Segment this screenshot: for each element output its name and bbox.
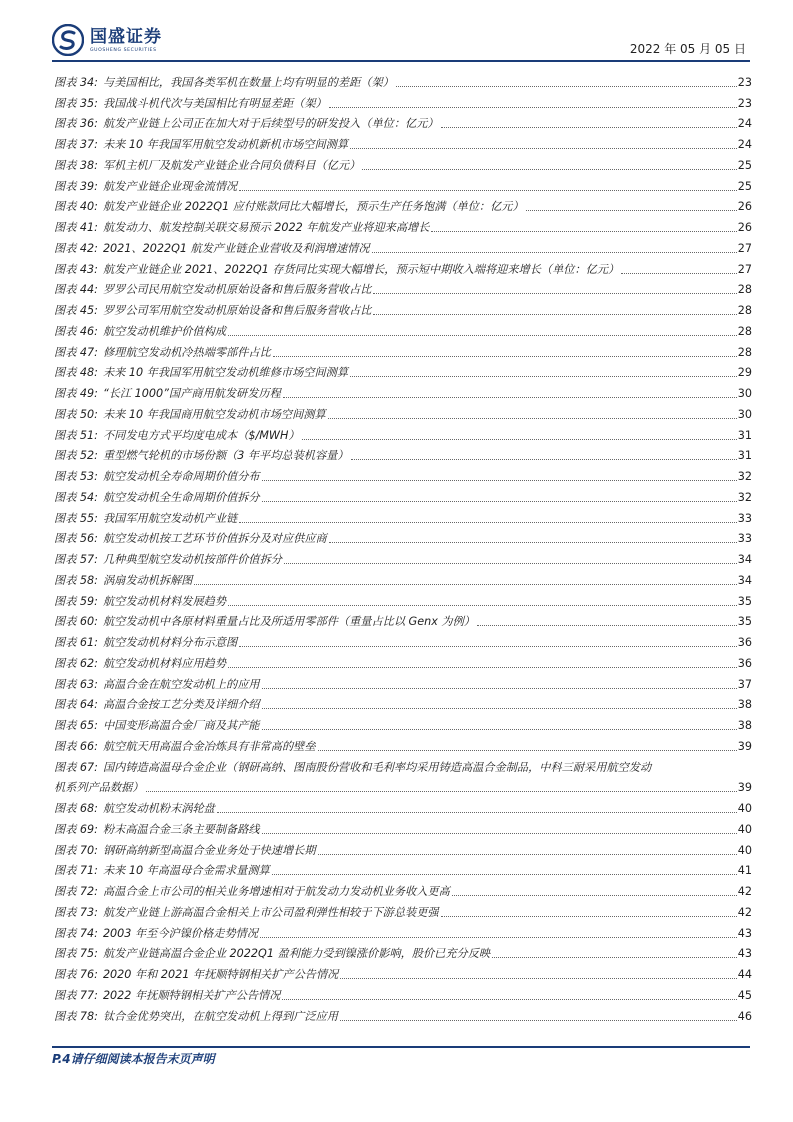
toc-item-page: 33 (737, 532, 752, 546)
toc-item[interactable] (54, 484, 752, 505)
toc-item-page: 38 (737, 719, 752, 732)
toc-item[interactable] (54, 692, 752, 713)
toc-item[interactable] (54, 505, 752, 526)
toc-item-title: 国内铸造高温母合金企业（钢研高纳、图南股份营收和毛利率均采用铸造高温合金制品，中科三耐采用航空发动 (102, 760, 652, 774)
toc-item[interactable] (54, 69, 752, 90)
toc-item-title: 航发产业链企业现金流情况 (102, 179, 238, 193)
toc-item[interactable] (54, 671, 752, 692)
toc-item-title: “长江 1000”国产商用航发研发历程 (102, 387, 281, 400)
toc-item-label: 图表 65: (54, 719, 98, 732)
toc-item-page: 25 (737, 158, 752, 172)
toc-item-title: 航空发动机材料应用趋势 (102, 656, 227, 670)
toc-item-page: 27 (737, 241, 752, 255)
toc-item[interactable] (54, 277, 752, 298)
toc-item[interactable] (54, 318, 752, 339)
toc-item-page: 27 (737, 262, 752, 276)
toc-item-title: 航发动力、航发控制关联交易预示 2022 年航发产业将迎来高增长 (102, 221, 430, 234)
toc-item-page: 38 (737, 698, 752, 712)
toc-item-title: 2003 年至今沪镍价格走势情况 (102, 926, 259, 940)
toc-item[interactable] (54, 629, 752, 650)
toc-dot-leader (350, 148, 737, 149)
toc-item[interactable] (54, 339, 752, 360)
toc-item-label: 图表 36: (54, 117, 98, 131)
toc-item-page: 26 (737, 221, 752, 234)
company-name-en: GUOSHENG SECURITIES (90, 47, 157, 53)
toc-item-page: 39 (737, 739, 752, 753)
toc-item-page: 26 (737, 200, 752, 214)
toc-item-title: 未来 10 年我国军用航空发动机新机市场空间测算 (102, 138, 349, 151)
toc-item-page: 32 (737, 490, 752, 504)
report-date: 2022 年 05 月 05 日 (629, 42, 746, 56)
toc-item-title: 罗罗公司军用航空发动机原始设备和售后服务营收占比 (102, 304, 372, 317)
toc-item-title: 航空发动机维护价值构成 (102, 324, 227, 338)
toc-item-page: 33 (737, 511, 752, 525)
toc-item-title: 钢研高纳新型高温合金业务处于快速增长期 (102, 843, 316, 857)
toc-dot-leader (262, 833, 737, 834)
toc-item-title: 航发产业链企业 2022Q1 应付账款同比大幅增长，预示生产任务饱满（单位：亿元） (102, 200, 524, 214)
toc-item-page: 35 (737, 615, 752, 629)
toc-item-title: 航空发动机材料分布示意图 (102, 636, 238, 649)
toc-item-label: 图表 56: (54, 532, 98, 546)
toc-item-page: 40 (737, 802, 752, 815)
toc-item-page: 31 (737, 449, 752, 463)
toc-dot-leader (329, 107, 737, 108)
toc-item-label: 图表 66: (54, 739, 98, 753)
toc-item[interactable] (54, 526, 752, 547)
toc-dot-leader (302, 439, 737, 440)
toc-item-page: 34 (737, 553, 752, 566)
toc-dot-leader (328, 418, 737, 419)
toc-item-title: 罗罗公司民用航空发动机原始设备和售后服务营收占比 (102, 283, 372, 297)
toc-item-label: 图表 64: (54, 698, 98, 712)
toc-item-title: 2022 年抚顺特钢相关扩产公告情况 (102, 988, 281, 1002)
toc-item-label: 图表 37: (54, 138, 98, 151)
toc-item[interactable] (54, 360, 752, 381)
toc-item-label: 图表 51: (54, 428, 98, 442)
toc-item[interactable] (54, 920, 752, 941)
toc-item-page: 31 (737, 428, 752, 442)
toc-item-label: 图表 72: (54, 885, 98, 898)
toc-item-label: 图表 40: (54, 200, 98, 214)
toc-item-page: 30 (737, 407, 752, 421)
toc-item-title: 高温合金按工艺分类及详细介绍 (102, 698, 260, 712)
toc-dot-leader (284, 563, 737, 564)
toc-item-page: 28 (737, 304, 752, 317)
toc-item[interactable] (54, 194, 752, 215)
toc-dot-leader (329, 542, 737, 543)
toc-item-page: 30 (737, 387, 752, 400)
toc-dot-leader (318, 854, 737, 855)
toc-item-label: 图表 77: (54, 988, 98, 1002)
toc-item-title: 航发产业链企业 2021、2022Q1 存货同比实现大幅增长，预示短中期收入端将迎来增长（单位：亿元） (102, 262, 620, 276)
toc-item-title: 航空发动机按工艺环节价值拆分及对应供应商 (102, 532, 327, 546)
toc-item-page: 28 (737, 283, 752, 297)
toc-item-page: 23 (737, 75, 752, 89)
toc-item[interactable] (54, 858, 752, 879)
page-header (52, 22, 752, 62)
toc-item-page: 24 (737, 117, 752, 131)
toc-dot-leader (239, 190, 737, 191)
toc-item[interactable] (54, 816, 752, 837)
toc-item[interactable] (54, 90, 752, 111)
footer-divider (52, 1046, 750, 1048)
toc-item-label: 图表 70: (54, 843, 98, 857)
toc-item-title: 粉末高温合金三条主要制备路线 (102, 822, 260, 836)
toc-item-label: 图表 58: (54, 573, 98, 587)
toc-dot-leader (441, 127, 737, 128)
toc-item[interactable] (54, 380, 752, 401)
toc-item-page: 23 (737, 96, 752, 110)
toc-dot-leader (492, 957, 737, 958)
toc-item-page: 36 (737, 656, 752, 670)
toc-item-label: 图表 46: (54, 324, 98, 338)
toc-item[interactable] (54, 567, 752, 588)
toc-dot-leader (373, 314, 736, 315)
toc-item-title: 航空发动机全寿命周期价值分布 (102, 470, 260, 483)
toc-item-label: 图表 71: (54, 864, 98, 878)
toc-dot-leader (282, 999, 736, 1000)
toc-item-title: 航空发动机全生命周期价值拆分 (102, 490, 260, 504)
toc-item-title: 军机主机厂及航发产业链企业合同负债科目（亿元） (102, 158, 361, 172)
toc-item-title: 航发产业链上游高温合金相关上市公司盈利弹性相较于下游总装更强 (102, 905, 439, 919)
toc-dot-leader (396, 86, 737, 87)
toc-dot-leader (239, 646, 737, 647)
toc-item-title: 与美国相比，我国各类军机在数量上均有明显的差距（架） (102, 75, 394, 89)
toc-dot-leader (146, 791, 737, 792)
toc-dot-leader (373, 293, 736, 294)
toc-dot-leader (272, 874, 737, 875)
toc-item[interactable] (54, 546, 752, 567)
toc-dot-leader (228, 335, 737, 336)
toc-item[interactable] (54, 837, 752, 858)
toc-item[interactable] (54, 588, 752, 609)
toc-item-page: 36 (737, 636, 752, 649)
toc-item-label: 图表 68: (54, 802, 98, 815)
toc-item-label: 图表 39: (54, 179, 98, 193)
toc-dot-leader (262, 708, 737, 709)
toc-item[interactable] (54, 214, 752, 235)
toc-item-title: 未来 10 年我国军用航空发动机维修市场空间测算 (102, 366, 349, 380)
toc-item-page: 41 (737, 864, 752, 878)
toc-item-title: 高温合金上市公司的相关业务增速相对于航发动力发动机业务收入更高 (102, 885, 450, 898)
toc-item-label: 图表 42: (54, 241, 98, 255)
toc-item[interactable] (54, 256, 752, 277)
toc-item-page: 40 (737, 843, 752, 857)
toc-item-page: 35 (737, 594, 752, 608)
toc-item-title: 未来 10 年我国商用航空发动机市场空间测算 (102, 407, 326, 421)
toc-item-label: 图表 43: (54, 262, 98, 276)
toc-item-label: 图表 35: (54, 96, 98, 110)
toc-item-label: 图表 60: (54, 615, 98, 629)
toc-item-label: 图表 78: (54, 1009, 98, 1023)
toc-item[interactable] (54, 152, 752, 173)
toc-dot-leader (194, 584, 736, 585)
toc-dot-leader (452, 895, 737, 896)
toc-item-label: 图表 41: (54, 221, 98, 234)
toc-item-title: 涡扇发动机拆解图 (102, 573, 193, 587)
toc-item-label: 图表 67: (54, 760, 98, 774)
toc-item-page: 43 (737, 926, 752, 940)
toc-item-page: 40 (737, 822, 752, 836)
toc-item-page: 45 (737, 988, 752, 1002)
toc-dot-leader (262, 480, 737, 481)
toc-item[interactable] (54, 173, 752, 194)
toc-item-label: 图表 34: (54, 75, 98, 89)
toc-item[interactable] (54, 131, 752, 152)
toc-item-label: 图表 49: (54, 387, 98, 400)
toc-item[interactable] (54, 463, 752, 484)
toc-item-title: 高温合金在航空发动机上的应用 (102, 677, 260, 691)
toc-dot-leader (228, 605, 737, 606)
figure-index-list (54, 69, 752, 1024)
toc-item[interactable] (54, 650, 752, 671)
toc-item[interactable] (54, 111, 752, 132)
toc-item-title: 航空发动机粉末涡轮盘 (102, 802, 215, 815)
toc-item[interactable] (54, 982, 752, 1003)
toc-item-label: 图表 45: (54, 304, 98, 317)
toc-item-label: 图表 44: (54, 283, 98, 297)
toc-item[interactable] (54, 609, 752, 630)
toc-item-page: 43 (737, 947, 752, 961)
toc-item-label: 图表 73: (54, 905, 98, 919)
toc-item-title: 航空发动机中各原材料重量占比及所适用零部件（重量占比以 Genx 为例） (102, 615, 475, 629)
toc-item-page: 24 (737, 138, 752, 151)
toc-item[interactable] (54, 733, 752, 754)
toc-item[interactable] (54, 878, 752, 899)
toc-dot-leader (262, 729, 737, 730)
toc-item-page: 44 (737, 968, 752, 981)
toc-item-title: 钛合金优势突出，在航空发动机上得到广泛应用 (102, 1009, 338, 1023)
toc-dot-leader (217, 812, 737, 813)
toc-dot-leader (262, 688, 737, 689)
toc-item[interactable] (54, 795, 752, 816)
toc-dot-leader (340, 978, 736, 979)
toc-item[interactable] (54, 422, 752, 443)
toc-item-label: 图表 53: (54, 470, 98, 483)
toc-dot-leader (350, 376, 737, 377)
logo-text (90, 27, 162, 54)
toc-item-page: 39 (737, 781, 752, 795)
toc-item-label: 图表 75: (54, 947, 98, 961)
toc-item-title: 中国变形高温合金厂商及其产能 (102, 719, 260, 732)
toc-item-label: 图表 57: (54, 553, 98, 566)
toc-item-title: 重型燃气轮机的市场份额（3 年平均总装机容量） (102, 449, 349, 463)
toc-dot-leader (621, 273, 737, 274)
toc-item-page: 34 (737, 573, 752, 587)
toc-dot-leader (262, 501, 737, 502)
toc-item-label: 图表 74: (54, 926, 98, 940)
toc-item[interactable] (54, 941, 752, 962)
toc-item-title: 我国军用航空发动机产业链 (102, 511, 238, 525)
toc-item-page: 28 (737, 345, 752, 359)
toc-item[interactable] (54, 1003, 752, 1024)
toc-item[interactable] (54, 712, 752, 733)
toc-dot-leader (340, 1020, 737, 1021)
toc-item-label: 图表 47: (54, 345, 98, 359)
toc-item-label: 图表 38: (54, 158, 98, 172)
company-logo (52, 24, 162, 56)
toc-item-title: 不同发电方式平均度电成本（$/MWH） (102, 428, 300, 442)
toc-item[interactable] (54, 754, 752, 796)
toc-item-label: 图表 52: (54, 449, 98, 463)
toc-dot-leader (372, 252, 737, 253)
toc-item-page: 29 (737, 366, 752, 380)
toc-item[interactable] (54, 297, 752, 318)
toc-item-page: 42 (737, 885, 752, 898)
toc-item-title: 未来 10 年高温母合金需求量测算 (102, 864, 270, 878)
toc-item[interactable] (54, 443, 752, 464)
toc-dot-leader (273, 356, 737, 357)
toc-dot-leader (283, 397, 737, 398)
toc-dot-leader (526, 210, 737, 211)
toc-item-label: 图表 48: (54, 366, 98, 380)
toc-dot-leader (477, 625, 737, 626)
toc-item-label: 图表 50: (54, 407, 98, 421)
toc-item-page: 28 (737, 324, 752, 338)
toc-item-title: 几种典型航空发动机按部件价值拆分 (102, 553, 282, 566)
toc-item-label: 图表 54: (54, 490, 98, 504)
footer-disclaimer: P.4请仔细阅读本报告末页声明 (52, 1052, 215, 1066)
toc-item[interactable] (54, 961, 752, 982)
toc-item-title: 航发产业链高温合金企业 2022Q1 盈利能力受到镍涨价影响，股价已充分反映 (102, 947, 491, 961)
toc-dot-leader (351, 459, 737, 460)
toc-item-title: 航空航天用高温合金冶炼具有非常高的壁垒 (102, 739, 316, 753)
toc-item[interactable] (54, 235, 752, 256)
company-name-cn: 国盛证券 (90, 26, 162, 47)
toc-item-title: 航发产业链上公司正在加大对于后续型号的研发投入（单位：亿元） (102, 117, 439, 131)
toc-item-label: 图表 61: (54, 636, 98, 649)
toc-dot-leader (441, 916, 737, 917)
header-divider (52, 60, 750, 62)
toc-item-page: 32 (737, 470, 752, 483)
toc-item-label: 图表 62: (54, 656, 98, 670)
toc-item-title: 航空发动机材料发展趋势 (102, 594, 227, 608)
toc-item-page: 37 (737, 677, 752, 691)
toc-item-label: 图表 55: (54, 511, 98, 525)
guosheng-logo-icon (52, 24, 84, 56)
toc-dot-leader (228, 667, 737, 668)
toc-item-title-continued: 机系列产品数据） (54, 781, 144, 795)
toc-dot-leader (431, 231, 736, 232)
toc-item-page: 42 (737, 905, 752, 919)
toc-item-label: 图表 59: (54, 594, 98, 608)
toc-dot-leader (239, 522, 737, 523)
toc-item-title: 我国战斗机代次与美国相比有明显差距（架） (102, 96, 327, 110)
toc-dot-leader (318, 750, 737, 751)
toc-item-label: 图表 76: (54, 968, 98, 981)
toc-item-label: 图表 63: (54, 677, 98, 691)
toc-item-page: 25 (737, 179, 752, 193)
toc-item[interactable] (54, 401, 752, 422)
toc-item-title: 修理航空发动机冷热端零部件占比 (102, 345, 271, 359)
toc-item-title: 2021、2022Q1 航发产业链企业营收及利润增速情况 (102, 241, 370, 255)
toc-item[interactable] (54, 899, 752, 920)
toc-dot-leader (362, 169, 736, 170)
toc-dot-leader (260, 937, 737, 938)
toc-item-title: 2020 年和 2021 年抚顺特钢相关扩产公告情况 (102, 968, 339, 981)
toc-item-page: 46 (737, 1009, 752, 1023)
toc-item-label: 图表 69: (54, 822, 98, 836)
